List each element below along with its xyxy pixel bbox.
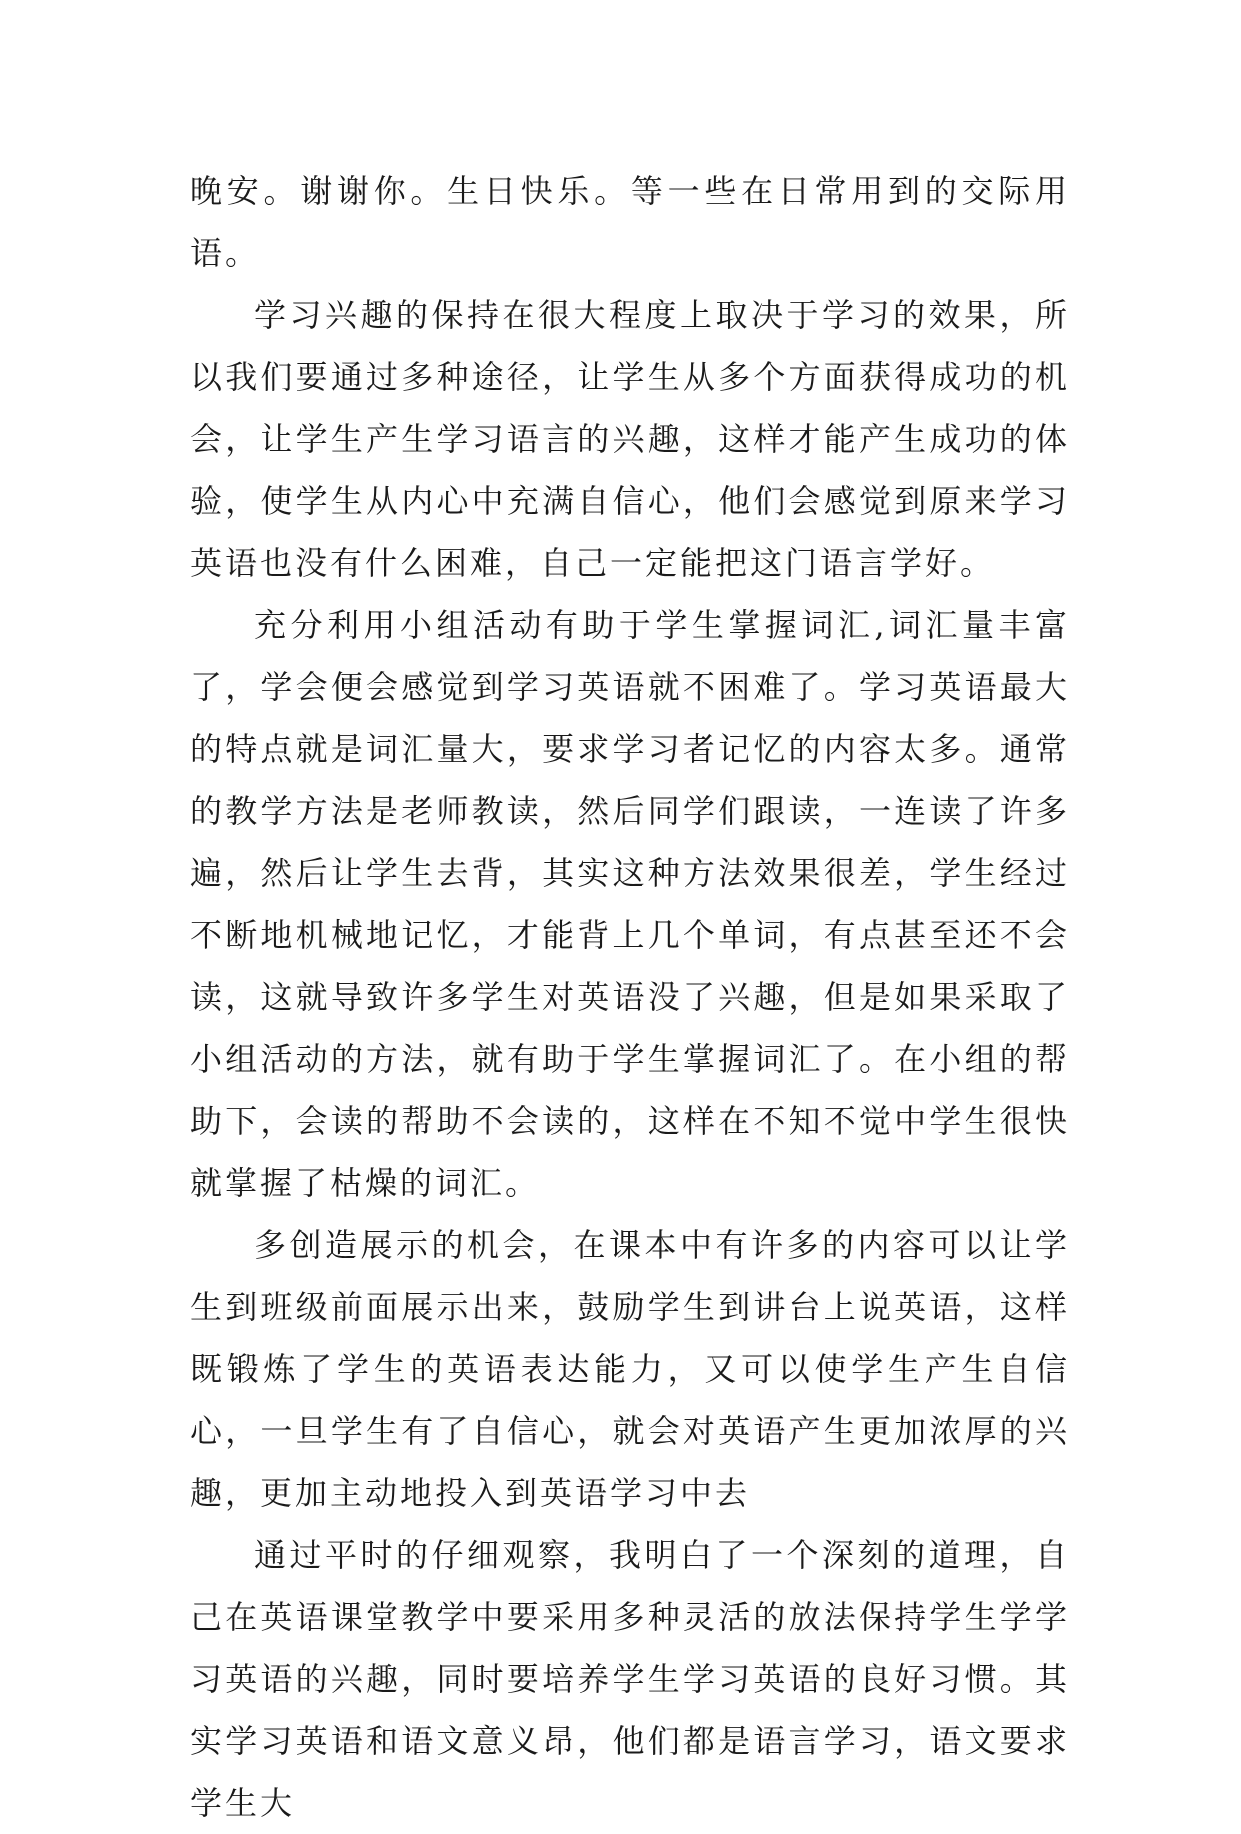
paragraph-3: 充分利用小组活动有助于学生掌握词汇,词汇量丰富了，学会便会感觉到学习英语就不困难了。学习英语最大的特点就是词汇量大，要求学习者记忆的内容太多。通常的教学方法是老师教读，然后同学们跟读，一连读了许多遍，然后让学生去背，其实这种方法效果很差，学生经过不断地机械地记忆，才能背上几个单词，有点甚至还不会读，这就导致许多学生对英语没了兴趣，但是如果采取了小组活动的方法，就有助于学生掌握词汇了。在小组的帮助下，会读的帮助不会读的，这样在不知不觉中学生很快就掌握了枯燥的词汇。 [190,606,1070,1202]
paragraph-5: 通过平时的仔细观察，我明白了一个深刻的道理，自己在英语课堂教学中要采用多种灵活的放法保持学生学学习英语的兴趣，同时要培养学生学习英语的良好习惯。其实学习英语和语文意义昂，他们都是语言学习，语文要求学生大 [190,1536,1070,1822]
paragraph-4: 多创造展示的机会，在课本中有许多的内容可以让学生到班级前面展示出来，鼓励学生到讲台上说英语，这样既锻炼了学生的英语表达能力，又可以使学生产生自信心，一旦学生有了自信心，就会对英语产生更加浓厚的兴趣，更加主动地投入到英语学习中去 [190,1226,1070,1512]
paragraph-2: 学习兴趣的保持在很大程度上取决于学习的效果，所以我们要通过多种途径，让学生从多个方面获得成功的机会，让学生产生学习语言的兴趣，这样才能产生成功的体验，使学生从内心中充满自信心，他们会感觉到原来学习英语也没有什么困难，自己一定能把这门语言学好。 [190,296,1070,582]
document-body [190,160,1070,1834]
paragraph-1: 晚安。谢谢你。生日快乐。等一些在日常用到的交际用语。 [190,172,1070,272]
